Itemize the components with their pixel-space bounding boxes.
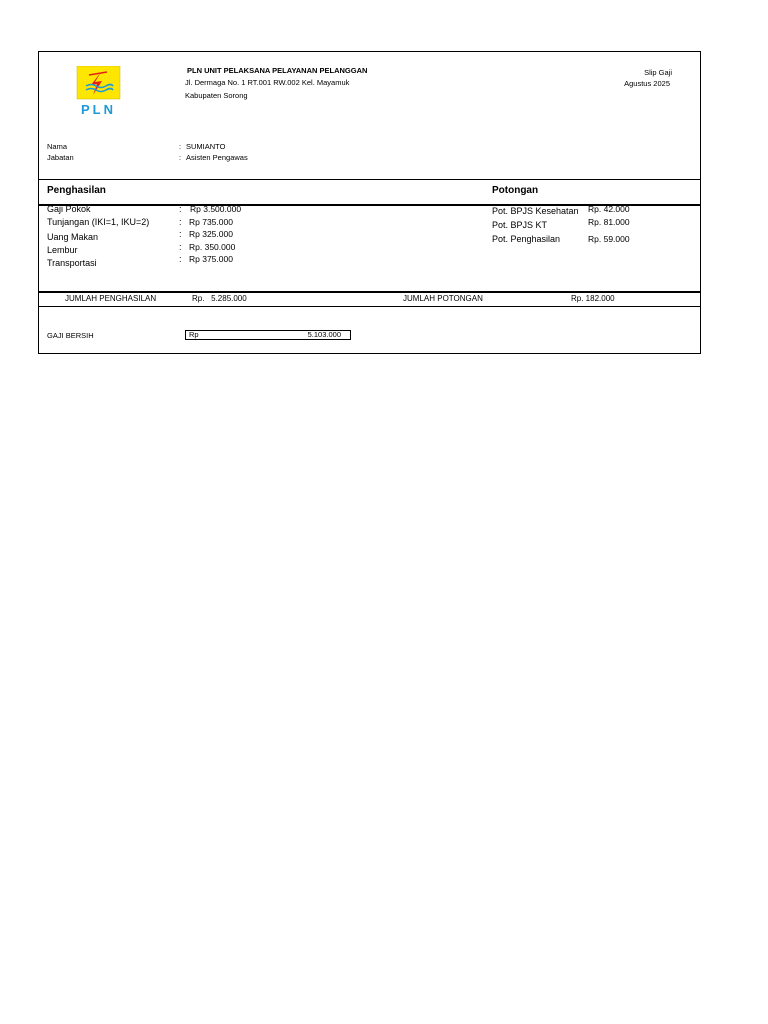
earning-value: Rp 735.000: [189, 217, 233, 227]
deduction-label: Pot. BPJS KT: [492, 220, 548, 230]
deduction-value: Rp. 59.000: [588, 234, 630, 244]
earning-value: Rp 375.000: [189, 254, 233, 264]
earning-colon: :: [179, 254, 182, 264]
total-deductions-label: JUMLAH POTONGAN: [403, 294, 483, 303]
earning-colon: :: [179, 204, 182, 214]
employee-name-label: Nama: [47, 142, 68, 151]
salary-slip: [38, 51, 701, 354]
employee-name-value: SUMIANTO: [186, 142, 226, 151]
deduction-label: Pot. Penghasilan: [492, 234, 561, 244]
company-name: PLN UNIT PELAKSANA PELAYANAN PELANGGAN: [187, 66, 368, 75]
earning-value: Rp 3.500.000: [190, 204, 242, 214]
earning-label: Transportasi: [47, 258, 97, 268]
logo-text: PLN: [81, 102, 116, 117]
earnings-heading: Penghasilan: [47, 185, 106, 196]
net-salary-value: 5.103.000: [307, 330, 341, 339]
net-salary-currency: Rp: [189, 330, 199, 339]
deduction-value: Rp. 42.000: [588, 204, 630, 214]
employee-position-label: Jabatan: [47, 153, 74, 162]
earning-value: Rp. 350.000: [189, 242, 236, 252]
earning-colon: :: [179, 242, 182, 252]
employee-name-colon: :: [179, 142, 182, 151]
divider-totals-bottom: [39, 306, 700, 307]
total-earnings-value: Rp. 5.285.000: [192, 294, 247, 303]
deduction-value: Rp. 81.000: [588, 217, 630, 227]
earning-value: Rp 325.000: [189, 229, 233, 239]
deduction-label: Pot. BPJS Kesehatan: [492, 206, 579, 216]
earning-label: Uang Makan: [47, 232, 99, 242]
total-deductions-value: Rp. 182.000: [571, 294, 615, 303]
earning-label: Tunjangan (IKI=1, IKU=2): [47, 217, 150, 227]
company-address: Jl. Dermaga No. 1 RT.001 RW.002 Kel. Mayamuk: [185, 78, 350, 87]
net-salary-box: [185, 330, 351, 340]
earning-label: Gaji Pokok: [47, 204, 91, 214]
deductions-heading: Potongan: [492, 185, 539, 196]
employee-position-colon: :: [179, 153, 182, 162]
slip-period: Agustus 2025: [624, 79, 670, 88]
employee-position-value: Asisten Pengawas: [186, 153, 248, 162]
divider-totals-top: [39, 291, 700, 293]
pln-logo: [75, 66, 123, 118]
earning-colon: :: [179, 217, 182, 227]
divider-top: [39, 179, 700, 180]
earning-label: Lembur: [47, 245, 78, 255]
net-salary-label: GAJI BERSIH: [47, 331, 94, 340]
pln-logo-icon: [75, 66, 123, 118]
company-city: Kabupaten Sorong: [185, 91, 248, 100]
total-earnings-label: JUMLAH PENGHASILAN: [65, 294, 157, 303]
earning-colon: :: [179, 229, 182, 239]
slip-title: Slip Gaji: [644, 68, 672, 77]
